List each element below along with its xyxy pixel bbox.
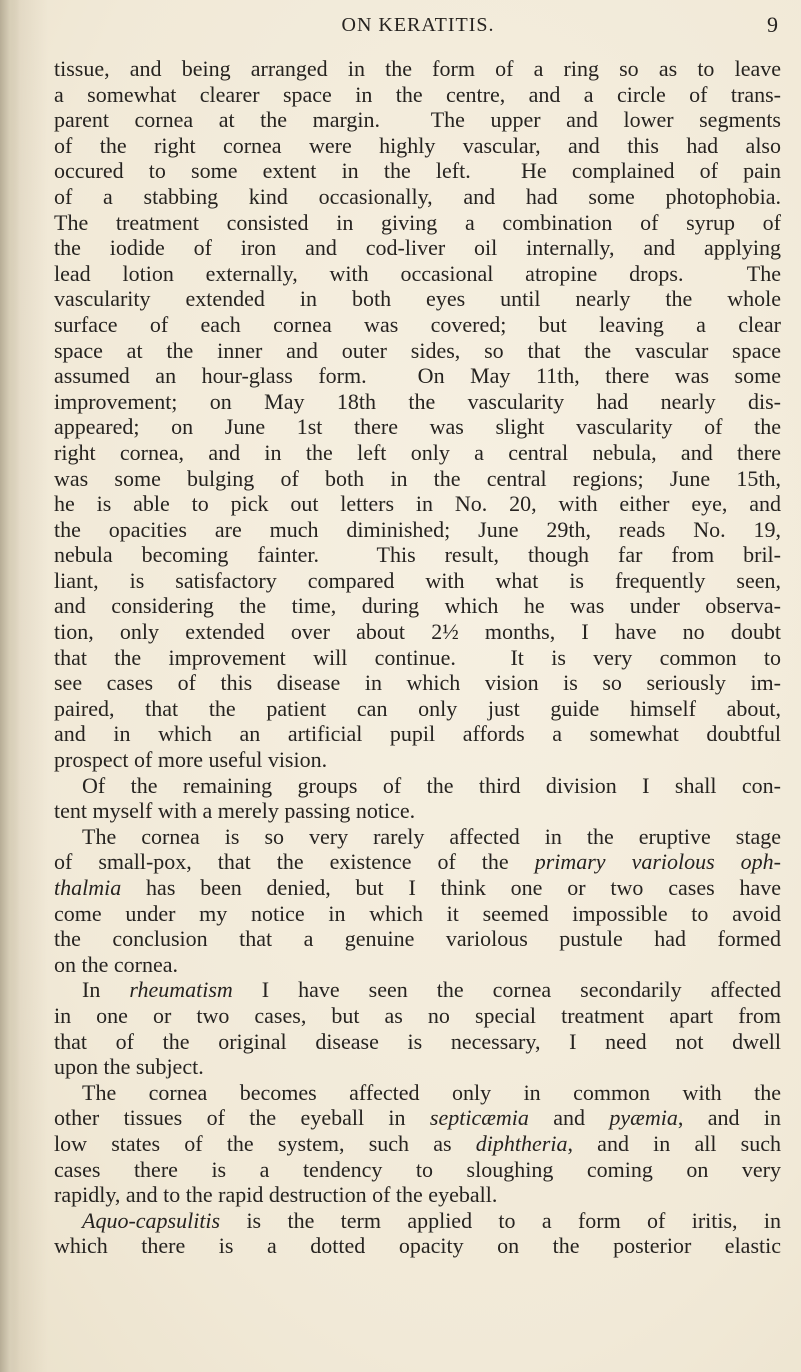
text-line [54, 56, 781, 82]
text-line [54, 1105, 781, 1131]
text-segment: occured to some extent in the left. He complained of pain [54, 158, 781, 184]
italic-text: rheumatism [129, 977, 233, 1003]
text-segment: and considering the time, during which he was under observa- [54, 593, 781, 619]
text-segment: in one or two cases, but as no special treatment apart from [54, 1002, 781, 1028]
text-line [54, 849, 781, 875]
text-line [54, 1233, 781, 1259]
text-line [54, 261, 781, 287]
text-line [54, 158, 781, 184]
text-line [54, 696, 781, 722]
text-segment: assumed an hour-glass form. On May 11th, there was some [54, 363, 781, 389]
text-segment: the iodide of iron and cod-liver oil internally, and applying [54, 235, 781, 261]
text-line [54, 977, 781, 1003]
text-segment: space at the inner and outer sides, so that the vascular space [54, 337, 781, 363]
text-line [54, 440, 781, 466]
text-segment: appeared; on June 1st there was slight vascularity of the [54, 414, 781, 440]
text-line [54, 773, 781, 799]
text-line [54, 824, 781, 850]
text-segment: of small-pox, that the existence of the [54, 849, 535, 875]
text-line [54, 721, 781, 747]
text-line [54, 82, 781, 108]
text-segment: rapidly, and to the rapid destruction of the eyeball. [54, 1182, 498, 1208]
page-number: 9 [767, 12, 778, 37]
text-segment: nebula becoming fainter. This result, though far from bril- [54, 542, 781, 568]
italic-text: thalmia [54, 875, 122, 900]
text-line [54, 235, 781, 261]
text-line [54, 593, 781, 619]
text-segment: and [528, 1105, 610, 1131]
text-line [54, 466, 781, 492]
text-segment: liant, is satisfactory compared with what is frequently seen, [54, 567, 781, 593]
text-segment: upon the subject. [54, 1054, 204, 1080]
text-line [54, 1131, 781, 1157]
text-segment: prospect of more useful vision. [54, 747, 328, 773]
text-segment: tion, only extended over about 2½ months, I have no doubt [54, 619, 781, 645]
text-line [54, 286, 781, 312]
body-text [54, 56, 781, 1259]
text-line [54, 1080, 781, 1106]
text-segment: right cornea, and in the left only a central nebula, and there [54, 439, 781, 465]
text-segment: Of the remaining groups of the third division I shall con- [82, 772, 781, 798]
text-line [54, 363, 781, 389]
text-segment: is the term applied to a form of iritis, in [220, 1207, 781, 1233]
text-segment: of a stabbing kind occasionally, and had some photophobia. [54, 183, 781, 209]
text-line [54, 926, 781, 952]
italic-text: pyæmia [609, 1105, 678, 1131]
text-line [54, 491, 781, 517]
text-segment: come under my notice in which it seemed impossible to avoid [54, 900, 781, 926]
italic-text: primary variolous oph- [534, 849, 781, 875]
text-line [54, 952, 781, 978]
text-line [54, 1003, 781, 1029]
text-line [54, 798, 781, 824]
text-segment: that of the original disease is necessary, I need not dwell [54, 1028, 781, 1054]
text-line [54, 210, 781, 236]
text-segment: The cornea is so very rarely affected in the eruptive stage [82, 823, 781, 849]
text-line [54, 338, 781, 364]
text-segment: tissue, and being arranged in the form of a ring so as to leave [54, 56, 781, 81]
text-segment: vascularity extended in both eyes until nearly the whole [54, 286, 781, 312]
italic-text: Aquo-capsulitis [82, 1207, 221, 1233]
text-segment: , and in [677, 1105, 781, 1131]
text-segment: tent myself with a merely passing notice. [54, 798, 416, 824]
text-line [54, 542, 781, 568]
text-line [54, 389, 781, 415]
text-line [54, 184, 781, 210]
page-gutter-shadow [0, 0, 20, 1372]
text-segment: The cornea becomes affected only in common with the [82, 1079, 781, 1105]
text-line [54, 1157, 781, 1183]
text-segment: he is able to pick out letters in No. 20, with either eye, and [54, 491, 781, 517]
text-line [54, 107, 781, 133]
text-segment: a somewhat clearer space in the centre, and a circle of trans- [54, 81, 781, 107]
text-line [54, 875, 781, 901]
text-line [54, 670, 781, 696]
text-line [54, 1182, 781, 1208]
text-line [54, 901, 781, 927]
text-segment: of the right cornea were highly vascular, and this had also [54, 132, 781, 158]
text-line [54, 1054, 781, 1080]
text-segment: other tissues of the eyeball in [54, 1105, 430, 1131]
running-head [58, 6, 778, 40]
text-line [54, 619, 781, 645]
text-line [54, 645, 781, 671]
text-segment: I have seen the cornea secondarily affected [232, 977, 781, 1003]
text-segment: on the cornea. [54, 951, 178, 977]
text-line [54, 568, 781, 594]
text-segment: improvement; on May 18th the vascularity had nearly dis- [54, 388, 781, 414]
text-segment: and in which an artificial pupil affords a somewhat doubtful [54, 721, 781, 747]
text-segment: surface of each cornea was covered; but leaving a clear [54, 311, 781, 337]
text-segment: parent cornea at the margin. The upper and lower segments [54, 107, 781, 133]
text-segment: paired, that the patient can only just guide himself about, [54, 695, 781, 721]
text-segment: that the improvement will continue. It is very common to [54, 644, 781, 670]
italic-text: diphtheria [475, 1130, 568, 1156]
text-segment: see cases of this disease in which vision is so seriously im- [54, 670, 781, 696]
text-line [54, 414, 781, 440]
italic-text: septicæmia [429, 1105, 529, 1131]
text-line [54, 1029, 781, 1055]
text-segment: the conclusion that a genuine variolous pustule had formed [54, 926, 781, 952]
text-line [54, 133, 781, 159]
text-segment: In [82, 977, 130, 1003]
text-segment: was some bulging of both in the central regions; June 15th, [54, 465, 781, 491]
text-segment: lead lotion externally, with occasional atropine drops. The [54, 260, 781, 286]
text-segment: , and in all such [567, 1130, 781, 1156]
text-line [54, 747, 781, 773]
text-segment: has been denied, but I think one or two cases have [121, 875, 781, 900]
running-title: ON KERATITIS. [341, 14, 495, 36]
text-line [54, 1208, 781, 1234]
text-segment: low states of the system, such as [54, 1130, 476, 1156]
text-segment: the opacities are much diminished; June 29th, reads No. 19, [54, 516, 781, 542]
text-segment: The treatment consisted in giving a combination of syrup of [54, 209, 781, 235]
text-segment: which there is a dotted opacity on the posterior elastic [54, 1233, 781, 1259]
text-line [54, 517, 781, 543]
text-line [54, 312, 781, 338]
text-segment: cases there is a tendency to sloughing coming on very [54, 1156, 781, 1182]
